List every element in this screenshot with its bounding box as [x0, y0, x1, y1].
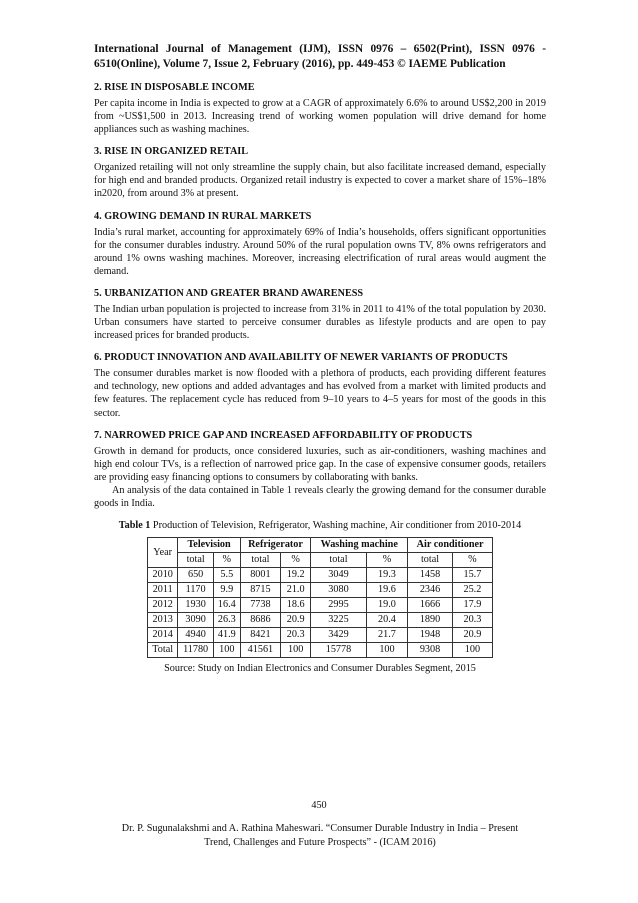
paragraph: Growth in demand for products, once considered luxuries, such as air-conditioners, washing machines and high end colour TVs, is a reflection of narrowed price gap. In the case of expensive consumer goods, retailers are providing easy financing options to consumers by collaborating with banks. — [94, 445, 546, 483]
table-cell: 3090 — [178, 613, 213, 628]
table-caption-text: Production of Television, Refrigerator, Washing machine, Air conditioner from 2010-2014 — [152, 520, 522, 532]
footer-line: Dr. P. Sugunalakshmi and A. Rathina Maheswari. “Consumer Durable Industry in India – Present — [121, 823, 519, 834]
table-row — [148, 613, 493, 628]
table-cell: 3429 — [311, 628, 366, 643]
table-cell: 9308 — [408, 643, 453, 658]
section-heading: 7. NARROWED PRICE GAP AND INCREASED AFFORDABILITY OF PRODUCTS — [94, 429, 473, 441]
table-cell: 20.9 — [281, 613, 311, 628]
table-cell: 20.9 — [452, 628, 492, 643]
year-header: Year — [148, 538, 178, 568]
table-cell: 1930 — [178, 598, 213, 613]
table-cell: 2995 — [311, 598, 366, 613]
year-cell: 2011 — [148, 583, 178, 598]
subheader: % — [366, 553, 408, 568]
section-product-innovation — [94, 351, 546, 419]
page-number: 450 — [311, 800, 327, 811]
table-cell: 11780 — [178, 643, 213, 658]
table-row — [148, 583, 493, 598]
group-header: Air conditioner — [408, 538, 493, 553]
subheader: % — [213, 553, 240, 568]
table-cell: 4940 — [178, 628, 213, 643]
table-caption-label: Table 1 — [118, 520, 151, 532]
table-caption — [94, 519, 546, 532]
group-header: Television — [178, 538, 240, 553]
footer-line: Trend, Challenges and Future Prospects” - (ICAM 2016) — [204, 836, 436, 848]
section-heading: 3. RISE IN ORGANIZED RETAIL — [94, 146, 249, 158]
year-cell: 2013 — [148, 613, 178, 628]
table-cell: 8715 — [240, 583, 280, 598]
table-cell: 19.3 — [366, 568, 408, 583]
table-cell: 19.2 — [281, 568, 311, 583]
section-disposable-income — [94, 81, 546, 136]
paragraph: The consumer durables market is now flooded with a plethora of products, each providing different features and technology, new options and added advantages and has evolved from a market with limited products and few features. The replacement cycle has reduced from 9–10 years to 4–5 years for most of the goods in this sector. — [94, 368, 546, 419]
table-cell: 41.9 — [213, 628, 240, 643]
table-cell: 1170 — [178, 583, 213, 598]
table-cell: 1666 — [408, 598, 453, 613]
table-cell: 15.7 — [452, 568, 492, 583]
section-heading: 4. GROWING DEMAND IN RURAL MARKETS — [94, 210, 312, 222]
table-cell: 8001 — [240, 568, 280, 583]
subheader: % — [452, 553, 492, 568]
table-cell: 100 — [213, 643, 240, 658]
table-cell: 20.3 — [281, 628, 311, 643]
table-cell: 1948 — [408, 628, 453, 643]
table-cell: 1458 — [408, 568, 453, 583]
year-cell: Total — [148, 643, 178, 658]
subheader: total — [311, 553, 366, 568]
paragraph: Per capita income in India is expected to grow at a CAGR of approximately 6.6% to around US$2,200 in 2019 from ~US$1,500 in 2013. Increasing trend of working women population will drive demand for home appliances such as washing machines. — [94, 98, 546, 136]
table-cell: 100 — [366, 643, 408, 658]
paragraph: The Indian urban population is projected to increase from 31% in 2011 to 41% of the total population by 2030. Urban consumers have started to perceive consumer durables as lifestyle products and are open to pay increased prices for branded products. — [94, 303, 546, 342]
table-cell: 26.3 — [213, 613, 240, 628]
table-cell: 25.2 — [452, 583, 492, 598]
table-cell: 1890 — [408, 613, 453, 628]
table-cell: 21.7 — [366, 628, 408, 643]
subheader: total — [408, 553, 453, 568]
subheader: total — [178, 553, 213, 568]
table-cell: 19.0 — [366, 598, 408, 613]
table-cell: 18.6 — [281, 598, 311, 613]
table-cell: 16.4 — [213, 598, 240, 613]
paragraph: India’s rural market, accounting for approximately 69% of India’s households, offers significant opportunities for the consumer durables industry. Around 50% of the rural population owns TV, 8% owns refrigerators and around 1% owns washing machines. Moreover, increasing electrification of rural areas would augment the demand. — [94, 226, 546, 277]
table-cell: 7738 — [240, 598, 280, 613]
section-price-gap — [94, 429, 546, 510]
table-cell: 3049 — [311, 568, 366, 583]
subheader: total — [240, 553, 280, 568]
table-subheader-row — [148, 553, 493, 568]
group-header: Washing machine — [311, 538, 408, 553]
paragraph: An analysis of the data contained in Table 1 reveals clearly the growing demand for the consumer durable goods in India. — [94, 484, 546, 509]
table-cell: 41561 — [240, 643, 280, 658]
section-heading: 6. PRODUCT INNOVATION AND AVAILABILITY OF NEWER VARIANTS OF PRODUCTS — [94, 352, 508, 364]
year-cell: 2010 — [148, 568, 178, 583]
table-cell: 9.9 — [213, 583, 240, 598]
footer-citation — [94, 822, 546, 849]
paragraph: Organized retailing will not only streamline the supply chain, but also facilitate increased demand, especially for high end and branded products. Organized retail industry is expected to cover a market share of 15%–18% in2020, from around 3% at present. — [94, 162, 546, 200]
subheader: % — [281, 553, 311, 568]
table-cell: 100 — [452, 643, 492, 658]
table-body — [148, 568, 493, 658]
table-cell: 20.4 — [366, 613, 408, 628]
section-heading: 5. URBANIZATION AND GREATER BRAND AWARENESS — [94, 287, 364, 299]
table-cell: 8421 — [240, 628, 280, 643]
section-organized-retail — [94, 145, 546, 200]
table-cell: 3225 — [311, 613, 366, 628]
table-cell: 3080 — [311, 583, 366, 598]
table-cell: 20.3 — [452, 613, 492, 628]
table-cell: 2346 — [408, 583, 453, 598]
table-cell: 100 — [281, 643, 311, 658]
section-heading: 2. RISE IN DISPOSABLE INCOME — [94, 82, 255, 93]
year-cell: 2014 — [148, 628, 178, 643]
table-row — [148, 598, 493, 613]
table-cell: 15778 — [311, 643, 366, 658]
journal-header: International Journal of Management (IJM), ISSN 0976 – 6502(Print), ISSN 0976 - 6510(Online), Volume 7, Issue 2, February (2016), pp. 449-453 © IAEME Publication — [94, 43, 546, 70]
table-row — [148, 643, 493, 658]
section-rural-markets — [94, 210, 546, 278]
production-table — [147, 537, 493, 658]
table-cell: 19.6 — [366, 583, 408, 598]
table-cell: 8686 — [240, 613, 280, 628]
table-cell: 650 — [178, 568, 213, 583]
page-content — [94, 42, 546, 675]
table-source: Source: Study on Indian Electronics and Consumer Durables Segment, 2015 — [164, 663, 476, 675]
table-row — [148, 628, 493, 643]
table-header-row — [148, 538, 493, 553]
table-row — [148, 568, 493, 583]
section-urbanization — [94, 287, 546, 342]
table-cell: 5.5 — [213, 568, 240, 583]
table-cell: 21.0 — [281, 583, 311, 598]
group-header: Refrigerator — [240, 538, 311, 553]
year-cell: 2012 — [148, 598, 178, 613]
table-cell: 17.9 — [452, 598, 492, 613]
